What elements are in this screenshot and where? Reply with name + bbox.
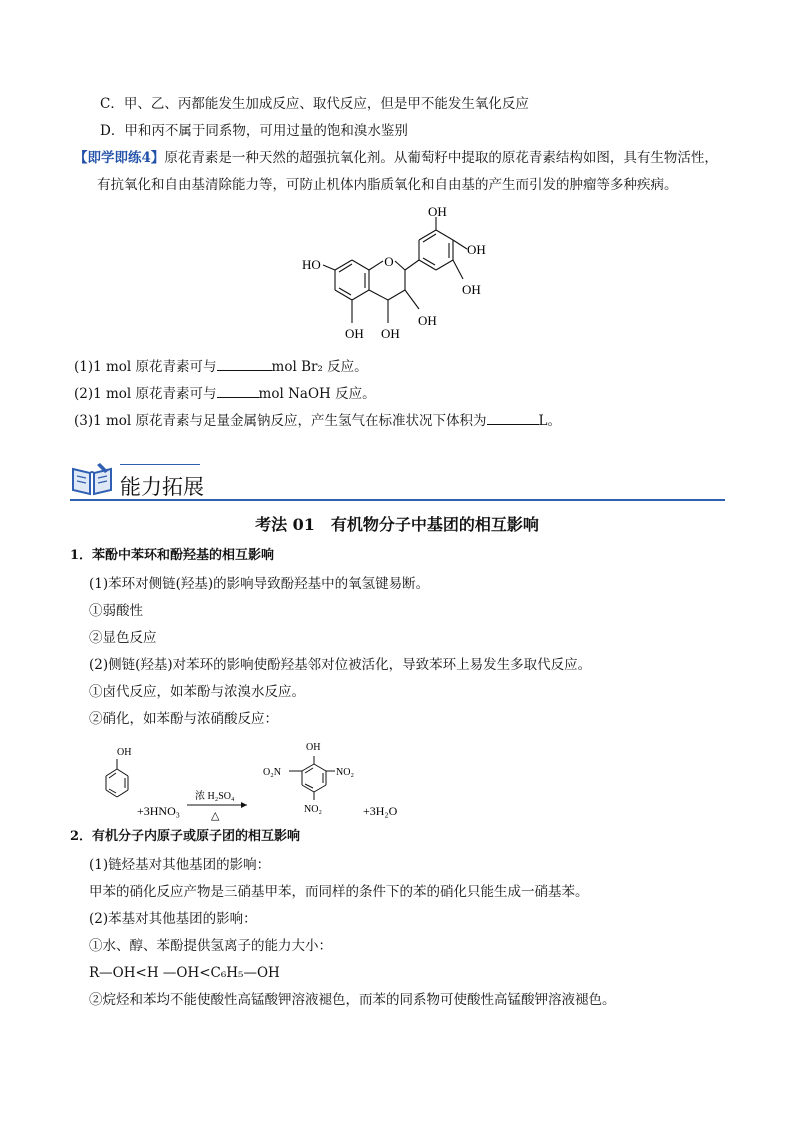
section-top-rule: [120, 464, 200, 465]
part2-line-2: 甲苯的硝化反应产物是三硝基甲苯，而同样的条件下的苯的硝化只能生成一硝基苯。: [89, 884, 589, 900]
oh-label-top: OH: [428, 205, 447, 219]
exercise-text-1: 原花青素是一种天然的超强抗氧化剂。从葡萄籽中提取的原花青素结构如图，具有生物活性，: [164, 150, 718, 166]
part1-heading: 1．苯酚中苯环和酚羟基的相互影响: [70, 548, 275, 563]
part1-line-3: ②显色反应: [89, 630, 157, 646]
question-2-unit: mol NaOH 反应。: [258, 386, 376, 402]
question-2: [74, 383, 376, 404]
part1-line-6: ②硝化，如苯酚与浓硝酸反应：: [89, 711, 278, 727]
book-icon: [70, 461, 114, 497]
answer-blank-1[interactable]: [217, 356, 272, 371]
ho-label: HO: [302, 257, 321, 272]
part1-line-1: (1)苯环对侧链(羟基)的影响导致酚羟基中的氧氢键易断。: [89, 576, 430, 592]
oh-label-lower-right: OH: [462, 282, 481, 297]
nitration-reaction: [95, 735, 425, 825]
answer-blank-2[interactable]: [217, 383, 259, 398]
part1-line-4: (2)侧链(羟基)对苯环的影响使酚羟基邻对位被活化，导致苯环上易发生多取代反应。: [89, 657, 592, 673]
exercise-tag: 【即学即练4】: [74, 150, 165, 166]
question-3-text: (3)1 mol 原花青素与足量金属钠反应，产生氢气在标准状况下体积为: [74, 413, 487, 429]
question-1-unit: mol Br₂ 反应。: [271, 359, 368, 375]
condition-acid: 浓 H₂SO₄: [195, 791, 235, 802]
part2-line-3: (2)苯基对其他基团的影响：: [89, 911, 257, 927]
exercise-line-1: [74, 148, 718, 168]
answer-blank-3[interactable]: [487, 410, 539, 425]
option-d: D．甲和丙不属于同系物，可用过量的饱和溴水鉴别: [100, 123, 408, 139]
section-banner: [70, 455, 725, 503]
oh-label-right: OH: [467, 242, 486, 257]
section-title: 能力拓展: [120, 475, 204, 499]
picric-o2n-left: O₂N: [263, 767, 281, 778]
plus-h2o: +3H₂O: [363, 804, 398, 818]
question-2-text: (2)1 mol 原花青素可与: [74, 386, 217, 402]
exercise-line-2: 有抗氧化和自由基清除能力等，可防止机体内脂质氧化和自由基的产生而引发的肿瘤等多种疾病。: [97, 177, 678, 193]
question-1-text: (1)1 mol 原花青素可与: [74, 359, 217, 375]
part2-line-6: ②烷烃和苯均不能使酸性高锰酸钾溶液褪色，而苯的同系物可使酸性高锰酸钾溶液褪色。: [89, 992, 616, 1008]
oh-label-c3: OH: [381, 326, 400, 341]
oh-label-c4: OH: [418, 313, 437, 328]
phenol-oh: OH: [117, 747, 132, 758]
part2-line-1: (1)链烃基对其他基团的影响：: [89, 857, 271, 873]
condition-heat: △: [211, 810, 220, 822]
proanthocyanidin-structure: [295, 205, 515, 350]
plus-hno3: +3HNO₃: [137, 804, 180, 818]
picric-oh: OH: [306, 742, 321, 753]
ring-oxygen-label: O: [384, 254, 394, 269]
picric-no2-right: NO₂: [336, 767, 354, 778]
question-3-unit: L。: [538, 413, 562, 429]
kaofa-heading: 考法 01 有机物分子中基团的相互影响: [255, 515, 539, 534]
option-c: C．甲、乙、丙都能发生加成反应、取代反应，但是甲不能发生氧化反应: [100, 96, 529, 112]
section-rule: [70, 499, 725, 501]
part2-heading: 2．有机分子内原子或原子团的相互影响: [70, 829, 301, 844]
part1-line-5: ①卤代反应，如苯酚与浓溴水反应。: [89, 684, 305, 700]
oh-label-a5: OH: [345, 326, 364, 341]
question-1: [74, 356, 368, 377]
part2-line-4: ①水、醇、苯酚提供氢离子的能力大小：: [89, 938, 332, 954]
part2-line-5: R—OH<H —OH<C₆H₅—OH: [89, 965, 280, 981]
picric-no2-bottom: NO₂: [304, 804, 322, 815]
question-3: [74, 410, 561, 431]
part1-line-2: ①弱酸性: [89, 603, 143, 619]
